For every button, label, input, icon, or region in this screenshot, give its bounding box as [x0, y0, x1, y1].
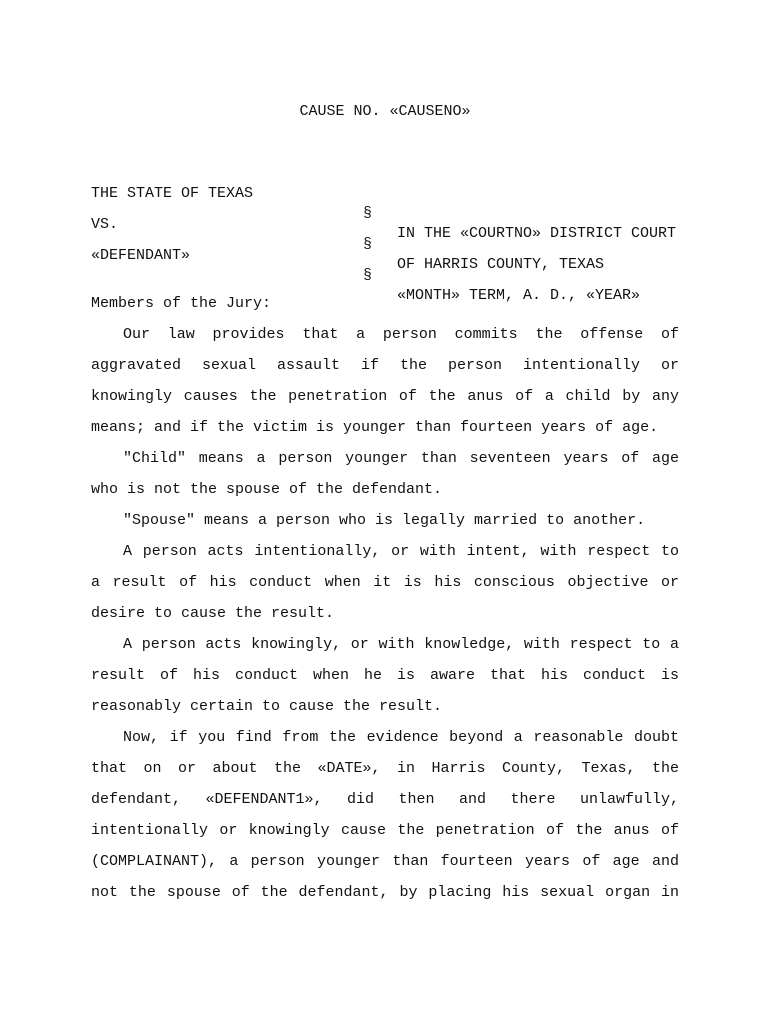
- section-symbol: §: [363, 205, 373, 222]
- paragraph-child-definition: "Child" means a person younger than seventeen years of age who is not the spouse of the defendant.: [91, 450, 679, 498]
- paragraph-intent-definition: A person acts intentionally, or with intent, with respect to a result of his conduct when it is his conscious objective or desire to cause the result.: [91, 543, 679, 622]
- caption-defendant: «DEFENDANT»: [91, 247, 191, 264]
- paragraph-spouse-definition: "Spouse" means a person who is legally married to another.: [123, 512, 646, 529]
- paragraph-knowledge-definition: A person acts knowingly, or with knowledge, with respect to a result of his conduct when he is aware that his conduct is reasonably certain to cause the result.: [91, 636, 679, 715]
- caption-court: IN THE «COURTNO» DISTRICT COURT: [397, 225, 677, 242]
- caption-versus: VS.: [91, 216, 119, 233]
- caption-county: OF HARRIS COUNTY, TEXAS: [397, 256, 605, 273]
- paragraph-offense-definition: Our law provides that a person commits the offense of aggravated sexual assault if the person intentionally or knowingly causes the penetration of the anus of a child by any means; and if the victim is younger than fourteen years of age.: [91, 326, 679, 436]
- jury-charge-body: [91, 288, 679, 908]
- salutation: Members of the Jury:: [91, 295, 272, 312]
- caption-term: «MONTH» TERM, A. D., «YEAR»: [397, 287, 641, 304]
- caption-party-state: THE STATE OF TEXAS: [91, 185, 254, 202]
- section-symbol: §: [363, 267, 373, 284]
- paragraph-application: Now, if you find from the evidence beyond a reasonable doubt that on or about the «DATE», in Harris County, Texas, the defendant, «DEFENDANT1», did then and there unlawfully, intentionally or knowingly cause the penetration of the anus of (COMPLAINANT), a person younger than fourteen years of age and not the spouse of the defendant, by placing his sexual organ in: [91, 729, 679, 901]
- cause-number-heading: CAUSE NO. «CAUSENO»: [299, 103, 471, 120]
- section-symbol: §: [363, 236, 373, 253]
